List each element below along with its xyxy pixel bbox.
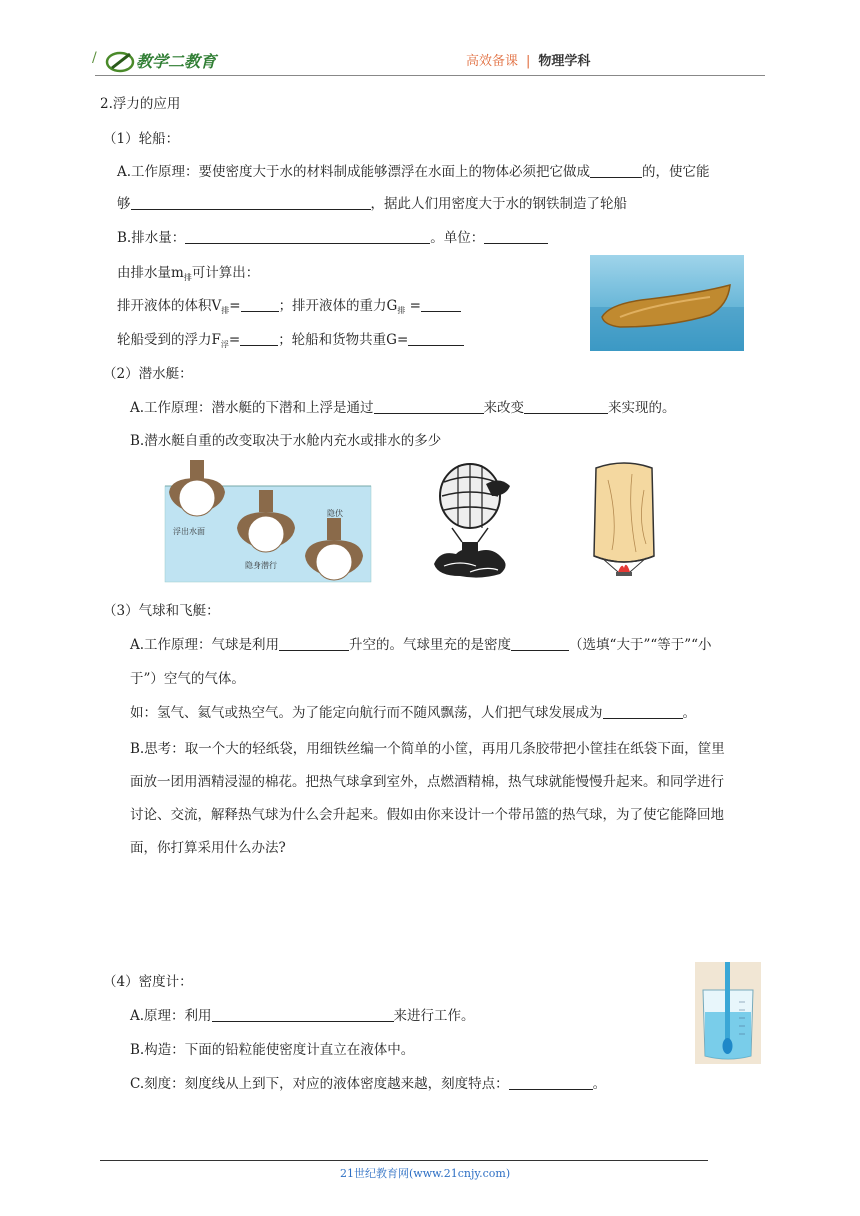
balloon-heading: （3）气球和飞艇：	[103, 603, 220, 619]
hydrometer-heading: （4）密度计：	[103, 974, 193, 990]
boat-image	[590, 255, 744, 351]
balloon-think-1: B.思考：取一个大的轻纸袋，用细铁丝编一个简单的小筐，再用几条胶带把小筐挂在纸袋下面，筐里	[130, 741, 725, 757]
hydrometer-image	[695, 962, 761, 1064]
ship-calc-intro: 由排水量$m_排$可计算出：	[117, 265, 260, 282]
label-stealth: 隐身潜行	[245, 561, 277, 570]
hydrometer-structure: B.构造：下面的铅粒能使密度计直立在液体中。	[130, 1042, 415, 1058]
balloon-think-2: 面放一团用酒精浸湿的棉花。把热气球拿到室外，点燃酒精棉，热气球就能慢慢升起来。和同学进行	[130, 774, 724, 790]
label-float: 浮出水面	[173, 527, 205, 536]
ship-buoyancy: 轮船受到的浮力$F_浮=$ ；轮船和货物共重G=	[117, 328, 464, 350]
balloon-think-4: 面，你打算采用什么办法?	[130, 840, 286, 856]
hydrometer-principle: A.原理：利用 来进行工作。	[130, 1008, 475, 1024]
blank-unit	[484, 230, 548, 245]
submarine-principle: A.工作原理：潜水艇的下潜和上浮是通过 来改变 来实现的。	[130, 400, 676, 416]
header-brand: 高效备课 | 物理学科	[466, 54, 591, 69]
blank-airship	[603, 705, 683, 720]
blank-sub-method	[374, 400, 484, 415]
ship-principle-2: 够 ，据此人们用密度大于水的钢铁制造了轮船	[117, 196, 627, 212]
ship-volume: 排开液体的体积$V_排=$ ；排开液体的重力$G_排$ =	[117, 294, 461, 316]
logo-text: 教学二教育	[136, 52, 217, 71]
label-hide: 隐伏	[327, 509, 343, 518]
ship-heading: （1）轮船：	[103, 131, 180, 147]
hydrometer-scale: C.刻度：刻度线从上到下，对应的液体密度越来越，刻度特点： 。	[130, 1076, 607, 1092]
header-mark: /	[92, 50, 97, 66]
blank-balloon-rise	[279, 637, 349, 652]
blank-scale-feature	[509, 1076, 593, 1091]
logo	[100, 48, 230, 74]
balloon-example: 如：氢气、氦气或热空气。为了能定向航行而不随风飘荡，人们把气球发展成为 。	[130, 705, 696, 721]
ship-principle: A.工作原理：要使密度大于水的材料制成能够漂浮在水面上的物体必须把它做成 的，使它能	[117, 164, 710, 180]
blank-balloon-density	[511, 637, 569, 652]
footer-link[interactable]: 21世纪教育网(www.21cnjy.com)	[340, 1167, 511, 1180]
ship-displacement: B.排水量： 。单位：	[117, 226, 548, 246]
blank-ship-effect	[131, 196, 371, 211]
balloon-principle-2: 于”）空气的气体。	[130, 671, 245, 687]
submarine-weight: B.潜水艇自重的改变取决于水舱内充水或排水的多少	[130, 433, 442, 449]
submarine-heading: （2）潜水艇：	[103, 366, 193, 382]
blank-ship-shape	[590, 164, 642, 179]
section-title: 2.浮力的应用	[100, 96, 181, 112]
submarine-figure	[163, 458, 373, 584]
blank-displacement	[185, 230, 430, 245]
blank-hydrometer-principle	[212, 1008, 394, 1023]
footer-divider	[100, 1160, 708, 1161]
header-divider	[95, 75, 765, 76]
balloon-think-3: 讨论、交流，解释热气球为什么会升起来。假如由你来设计一个带吊篮的热气球，为了使它能降回地	[130, 807, 724, 823]
sky-lantern-figure	[588, 460, 660, 580]
blank-sub-change	[524, 400, 608, 415]
balloon-figure	[430, 462, 512, 582]
balloon-principle: A.工作原理：气球是利用 升空的。气球里充的是密度 （选填“大于”“等于”“小	[130, 637, 712, 653]
